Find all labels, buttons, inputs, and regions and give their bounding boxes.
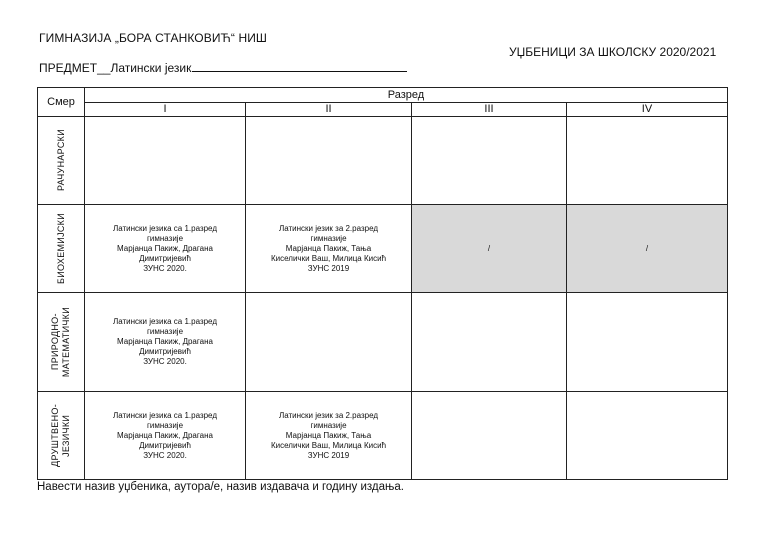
- cell-line: Киселички Ваш, Милица Кисић: [270, 253, 387, 263]
- table-cell: [567, 117, 728, 205]
- cell-line: Киселички Ваш, Милица Кисић: [270, 440, 387, 450]
- smer-label: [50, 404, 72, 467]
- table-row: [38, 293, 728, 392]
- grade-row: [38, 103, 728, 117]
- cell-line: Димитријевић: [139, 347, 191, 356]
- smer-label: БИОХЕМИЈСКИ: [55, 213, 66, 284]
- smer-cell: [38, 392, 85, 480]
- table-cell: [246, 293, 412, 392]
- cell-line: гимназије: [310, 420, 347, 430]
- cell-line: Латински језика са 1.разред: [112, 317, 217, 326]
- smer-label: РАЧУНАРСКИ: [55, 129, 66, 192]
- cell-slash: /: [487, 243, 491, 253]
- table-row: [38, 117, 728, 205]
- smer-line: ПРИРОДНО-: [50, 313, 60, 371]
- cell-line: Латински језик за 2.разред: [278, 410, 379, 420]
- table-cell: [85, 392, 246, 480]
- grade-3: III: [412, 103, 567, 117]
- table-header-row: [38, 88, 728, 103]
- school-name: ГИМНАЗИЈА „БОРА СТАНКОВИЋ“ НИШ: [39, 31, 268, 45]
- footnote: Навести назив уџбеника, аутора/е, назив издавача и годину издања.: [37, 481, 404, 493]
- textbook-table: [37, 87, 728, 480]
- table-cell: [567, 392, 728, 480]
- cell-line: гимназије: [146, 420, 184, 430]
- table-cell: [246, 392, 412, 480]
- table-cell: [246, 205, 412, 293]
- smer-line: ЈЕЗИЧКИ: [61, 414, 71, 457]
- cell-line: ЗУНС 2019: [307, 450, 350, 460]
- cell-line: ЗУНС 2019: [307, 263, 350, 273]
- cell-line: Латински језика са 1.разред: [112, 223, 217, 233]
- grade-4: IV: [567, 103, 728, 117]
- smer-cell: [38, 293, 85, 392]
- cell-line: Марјанца Пакиж, Драгана: [117, 337, 213, 346]
- table-cell: [567, 293, 728, 392]
- grade-2: II: [246, 103, 412, 117]
- table-cell: [412, 392, 567, 480]
- table-cell-grey: [567, 205, 728, 293]
- smer-line: МАТЕМАТИЧКИ: [61, 306, 71, 378]
- cell-slash: /: [645, 243, 649, 253]
- grade-1: I: [85, 103, 246, 117]
- subject-label: ПРЕДМЕТ: [39, 61, 98, 75]
- smer-line: ДРУШТВЕНО-: [50, 404, 60, 467]
- table-cell: [412, 117, 567, 205]
- cell-line: Марјанца Пакиж, Тања: [285, 430, 372, 440]
- year-title: УЏБЕНИЦИ ЗА ШКОЛСКУ 2020/2021: [509, 45, 717, 59]
- table-row: [38, 392, 728, 480]
- cell-line: Димитријевић: [139, 253, 191, 263]
- smer-cell: [38, 117, 85, 205]
- cell-line: Марјанца Пакиж, Драгана: [117, 243, 213, 253]
- table-cell: [85, 205, 246, 293]
- smer-cell: [38, 205, 85, 293]
- table-cell: [246, 117, 412, 205]
- cell-line: Латински језика са 1.разред: [112, 410, 217, 420]
- table-cell: [412, 293, 567, 392]
- cell-line: Димитријевић: [139, 440, 191, 450]
- col-smer: Смер: [38, 88, 85, 117]
- cell-line: ЗУНС 2020.: [143, 357, 187, 366]
- table-cell: [85, 117, 246, 205]
- cell-line: ЗУНС 2020.: [143, 263, 187, 273]
- cell-line: ЗУНС 2020.: [143, 450, 187, 460]
- smer-label: [50, 307, 72, 377]
- table-cell-grey: [412, 205, 567, 293]
- subject-underline: [192, 60, 407, 72]
- table-row: [38, 205, 728, 293]
- table-cell: [85, 293, 246, 392]
- cell-line: Латински језик за 2.разред: [278, 223, 379, 233]
- cell-line: гимназије: [146, 327, 184, 336]
- cell-line: гимназије: [146, 233, 184, 243]
- cell-line: Марјанца Пакиж, Драгана: [117, 430, 213, 440]
- subject-line: [39, 60, 407, 75]
- subject-value: __Латински језик: [97, 61, 192, 75]
- cell-line: Марјанца Пакиж, Тања: [285, 243, 372, 253]
- col-razred: Разред: [85, 88, 728, 103]
- cell-line: гимназије: [310, 233, 347, 243]
